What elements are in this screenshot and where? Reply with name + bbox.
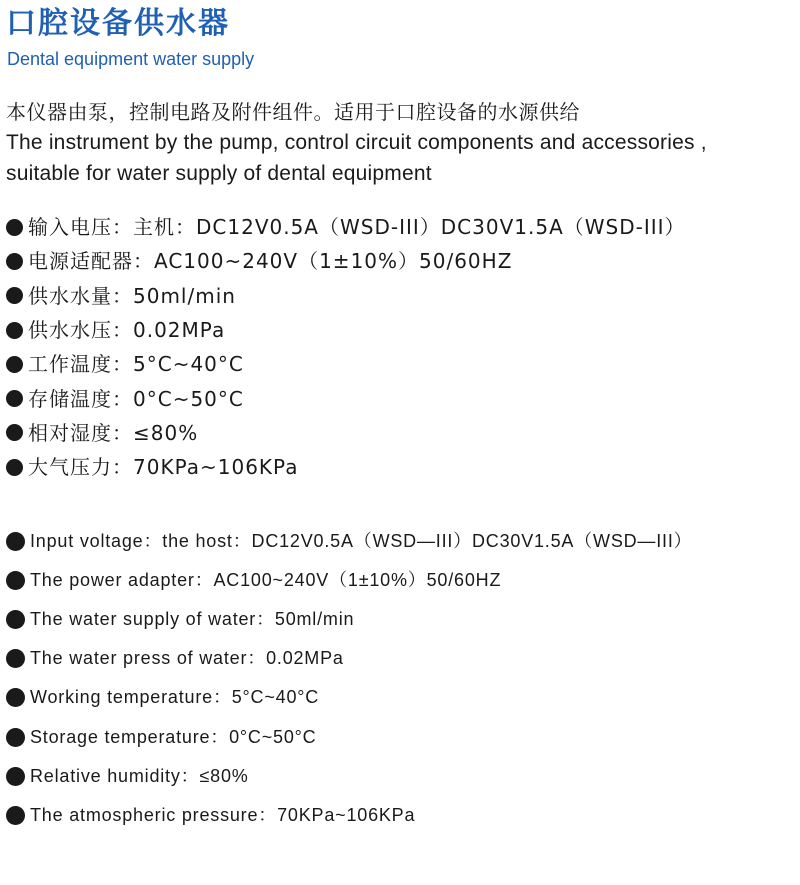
spec-text: Storage temperature：0°C~50°C: [30, 726, 317, 747]
intro-text-cn: 本仪器由泵，控制电路及附件组件。适用于口腔设备的水源供给: [6, 100, 580, 124]
spec-label: 大气压力：: [28, 455, 133, 480]
spec-label: 输入电压：: [28, 215, 133, 240]
spec-value: 70KPa~106KPa: [133, 455, 299, 480]
bullet-icon: [6, 532, 25, 551]
spec-item-water-flow-en: [6, 600, 692, 639]
bullet-icon: [6, 356, 23, 373]
bullet-icon: [6, 322, 23, 339]
page-title: 口腔设备供水器: [6, 6, 230, 41]
spec-value: 0°C~50°C: [133, 386, 244, 411]
spec-item-water-pressure-en: [6, 639, 692, 678]
spec-item-working-temperature-en: [6, 678, 692, 717]
spec-item-storage-temperature-cn: [6, 381, 686, 415]
bullet-icon: [6, 688, 25, 707]
spec-label: 存储温度：: [28, 386, 133, 411]
spec-value: 50ml/min: [133, 283, 236, 308]
spec-item-power-adapter-cn: [6, 244, 686, 278]
bullet-icon: [6, 219, 23, 236]
bullet-icon: [6, 610, 25, 629]
spec-text: Working temperature：5°C~40°C: [30, 687, 320, 708]
spec-value: ≤80%: [133, 420, 199, 445]
spec-item-storage-temperature-en: [6, 717, 692, 756]
bullet-icon: [6, 459, 23, 476]
intro-section: [6, 97, 796, 189]
spec-text: The power adapter：AC100~240V（1±10%）50/60HZ: [30, 570, 502, 591]
intro-text-en-line1: The instrument by the pump, control circuit components and accessories ,: [6, 131, 707, 154]
spec-value: 5°C~40°C: [133, 352, 244, 377]
intro-text-en-line2: suitable for water supply of dental equipment: [6, 162, 432, 185]
spec-item-power-adapter-en: [6, 561, 692, 600]
spec-item-input-voltage-en: [6, 522, 692, 561]
spec-item-humidity-cn: [6, 416, 686, 450]
spec-label: 电源适配器：: [28, 249, 154, 274]
bullet-icon: [6, 287, 23, 304]
spec-text: The water supply of water：50ml/min: [30, 609, 355, 630]
spec-value: AC100~240V（1±10%）50/60HZ: [154, 249, 513, 274]
spec-item-working-temperature-cn: [6, 347, 686, 381]
spec-item-atmospheric-pressure-en: [6, 796, 692, 835]
spec-item-water-flow-cn: [6, 279, 686, 313]
spec-value: 主机：DC12V0.5A（WSD-III）DC30V1.5A（WSD-III）: [133, 215, 686, 240]
spec-item-water-pressure-cn: [6, 313, 686, 347]
spec-label: 相对湿度：: [28, 420, 133, 445]
bullet-icon: [6, 253, 23, 270]
bullet-icon: [6, 649, 25, 668]
spec-value: 0.02MPa: [133, 318, 226, 343]
spec-item-input-voltage-cn: [6, 210, 686, 244]
spec-text: The atmospheric pressure：70KPa~106KPa: [30, 804, 416, 825]
spec-item-atmospheric-pressure-cn: [6, 450, 686, 484]
spec-text: The water press of water：0.02MPa: [30, 648, 344, 669]
page-subtitle: Dental equipment water supply: [7, 49, 255, 69]
spec-list-cn: [6, 210, 686, 484]
bullet-icon: [6, 728, 25, 747]
spec-list-en: [6, 522, 692, 835]
bullet-icon: [6, 424, 23, 441]
spec-label: 供水水压：: [28, 318, 133, 343]
spec-text: Input voltage：the host：DC12V0.5A（WSD—III）DC30V1.5A（WSD—III）: [30, 531, 693, 552]
spec-label: 供水水量：: [28, 283, 133, 308]
spec-label: 工作温度：: [28, 352, 133, 377]
bullet-icon: [6, 767, 25, 786]
bullet-icon: [6, 806, 25, 825]
spec-text: Relative humidity：≤80%: [30, 765, 249, 786]
bullet-icon: [6, 390, 23, 407]
bullet-icon: [6, 571, 25, 590]
spec-item-humidity-en: [6, 757, 692, 796]
